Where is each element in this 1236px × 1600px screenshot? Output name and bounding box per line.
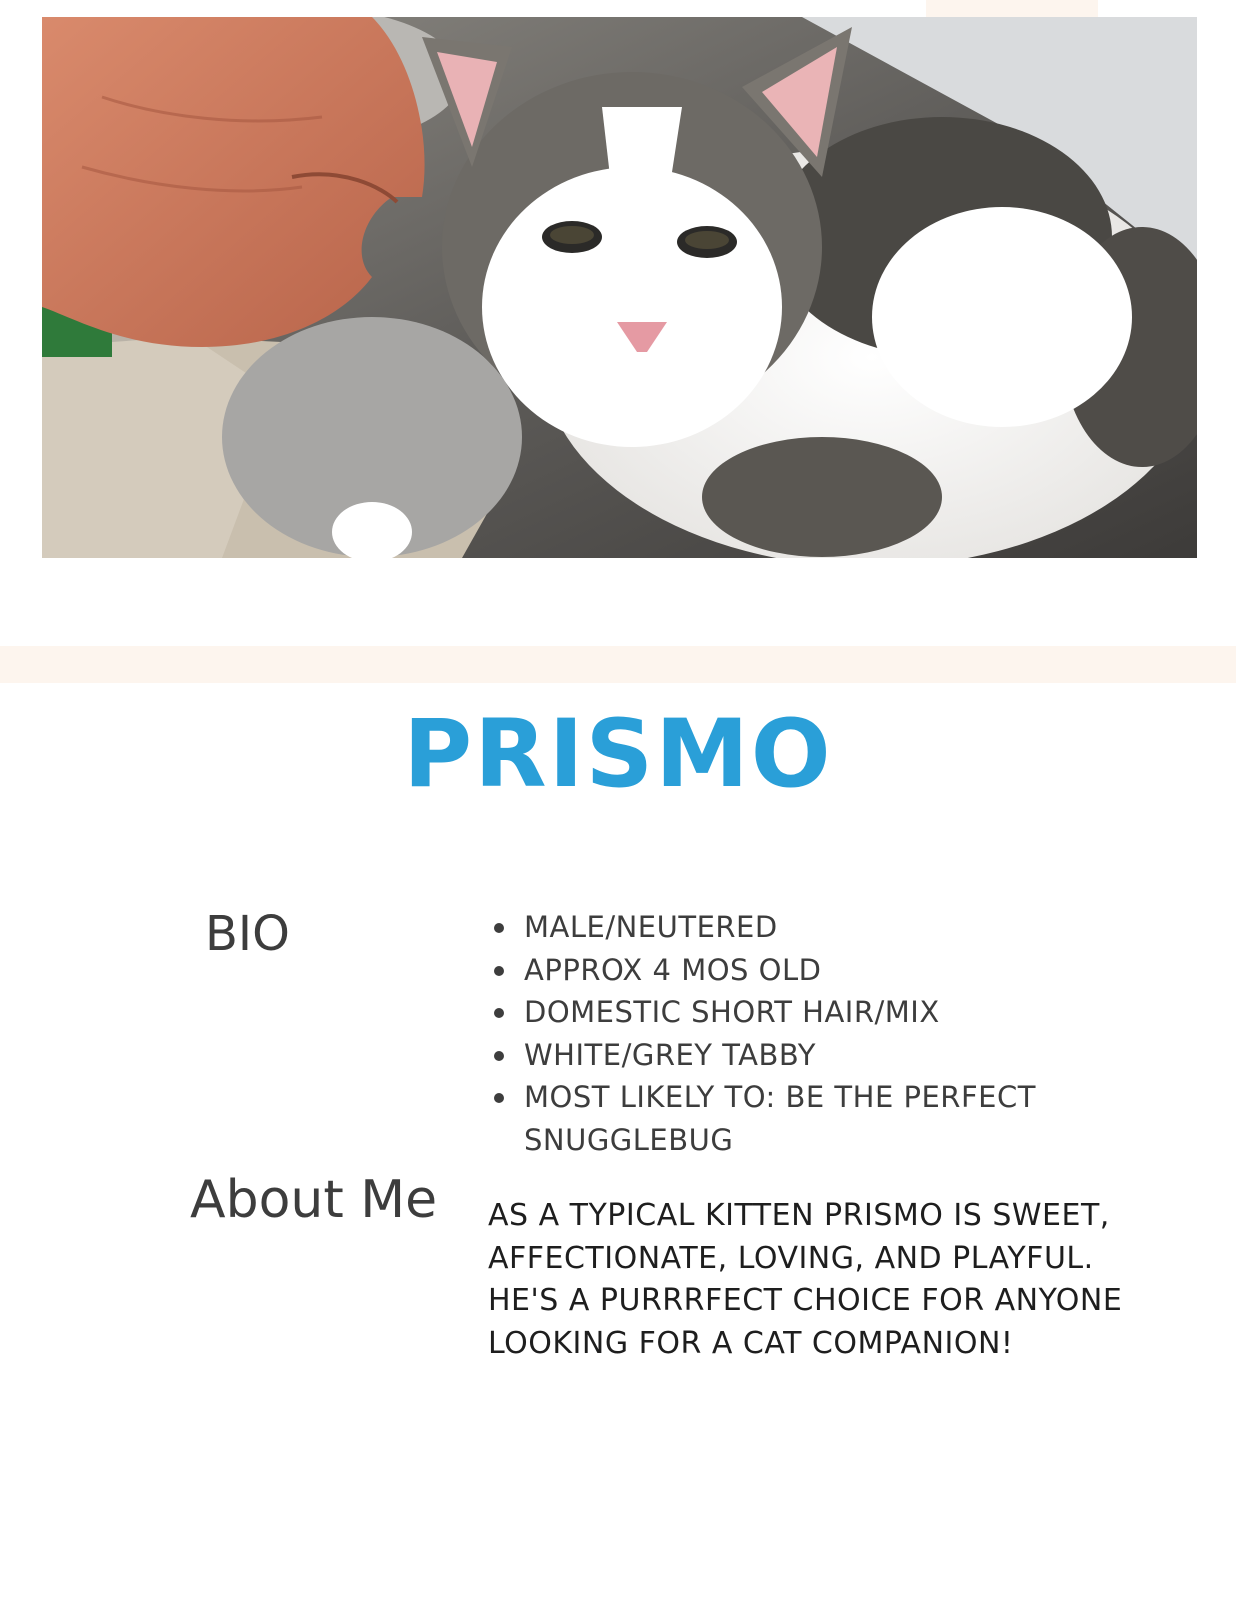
bio-item-text: WHITE/GREY TABBY xyxy=(524,1037,816,1072)
bullet-icon xyxy=(494,1008,504,1018)
bio-item-text: MOST LIKELY TO: BE THE PERFECT SNUGGLEBUG xyxy=(524,1080,1036,1157)
bio-item-text: APPROX 4 MOS OLD xyxy=(524,952,822,987)
bio-heading: BIO xyxy=(205,906,290,962)
bio-item xyxy=(492,1076,1092,1161)
about-me-heading: About Me xyxy=(190,1170,438,1230)
bullet-icon xyxy=(494,1093,504,1103)
bio-item xyxy=(492,991,1092,1034)
bullet-icon xyxy=(494,1051,504,1061)
bio-item-text: MALE/NEUTERED xyxy=(524,910,778,944)
bio-list xyxy=(492,906,1092,1161)
pet-name-title: PRISMO xyxy=(403,700,833,809)
bio-item-text: DOMESTIC SHORT HAIR/MIX xyxy=(524,995,940,1029)
kitten-photo-illustration xyxy=(42,17,1197,558)
pet-photo xyxy=(42,17,1197,558)
bio-item xyxy=(492,906,1092,949)
top-decorative-tab xyxy=(926,0,1098,18)
about-me-text: AS A TYPICAL KITTEN PRISMO IS SWEET, AFFECTIONATE, LOVING, AND PLAYFUL. HE'S A PURRRFECT CHOICE FOR ANYONE LOOKING FOR A CAT COMPANION! xyxy=(488,1198,1123,1361)
bio-item xyxy=(492,1034,1092,1077)
bio-item xyxy=(492,949,1092,992)
bullet-icon xyxy=(494,923,504,933)
bullet-icon xyxy=(494,966,504,976)
section-divider-band xyxy=(0,646,1236,683)
